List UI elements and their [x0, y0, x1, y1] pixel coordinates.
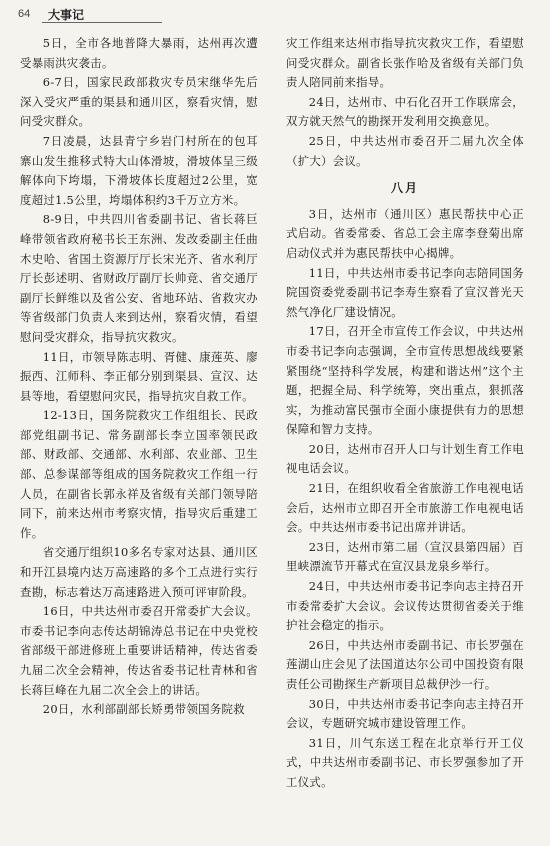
page-header — [18, 6, 530, 26]
entry-paragraph: 20日，达州市召开人口与计划生育工作电视电话会议。 — [286, 441, 524, 476]
entry-paragraph: 25日，中共达州市委召开二届九次全体（扩大）会议。 — [286, 133, 524, 168]
entry-paragraph: 5日，全市各地普降大暴雨，达州再次遭受暴雨洪灾袭击。 — [20, 36, 258, 70]
entry-paragraph: 3日，达州市（通川区）惠民帮扶中心正式启动。省委常委、省总工会主席李登菊出席启动仪式并为惠民帮扶中心揭牌。 — [286, 206, 524, 260]
entry-paragraph: 17日，召开全市宣传工作会议，中共达州市委书记李向志强调，全市宣传思想战线要紧紧围绕“坚持科学发展，构建和谐达州”这个主题，把握全局、科学统筹，突出重点，狠抓落实，为推动富民强市全面小康提供有力的思想保障和智力支持。 — [286, 324, 524, 437]
entry-paragraph: 23日，达州市第二届（宣汉县第四届）百里峡漂流节开幕式在宣汉县龙泉乡举行。 — [286, 539, 524, 574]
left-column — [20, 34, 258, 720]
section-title: 大事记 — [48, 8, 85, 22]
month-heading: 八月 — [390, 181, 419, 196]
entry-paragraph: 20日，水利部副部长矫勇带领国务院救 — [42, 702, 245, 717]
page-number: 64 — [18, 8, 31, 20]
entry-paragraph: 16日，中共达州市委召开常委扩大会议。市委书记李向志传达胡锦涛总书记在中央党校省部级干部进修班上重要讲话精神，传达省委九届二次全会精神，传达省委书记杜青林和省长蒋巨峰在九届二次全会上的讲话。 — [20, 604, 258, 697]
entry-paragraph: 7日凌晨，达县青宁乡岩门村所在的包耳寨山发生推移式特大山体滑坡，滑坡体呈三级解体向下垮塌，下滑坡体长度超过2公里，宽度超过1.5公里，垮塌体积约3千万立方米。 — [20, 133, 258, 207]
continued-paragraph: 灾工作组来达州市指导抗灾救灾工作，看望慰问受灾群众。副省长张作哈及省级有关部门负责人陪同前来指导。 — [286, 36, 524, 90]
entry-paragraph: 31日，川气东送工程在北京举行开工仪式，中共达州市委副书记、市长罗强参加了开工仪式。 — [286, 735, 524, 789]
entry-paragraph: 6-7日，国家民政部救灾专员宋继华先后深入受灾严重的渠县和通川区，察看灾情，慰问受灾群众。 — [20, 75, 258, 129]
entry-paragraph: 21日，在组织收看全省旅游工作电视电话会后，达州市立即召开全市旅游工作电视电话会。中共达州市委书记出席并讲话。 — [286, 481, 524, 535]
entry-paragraph: 30日，中共达州市委书记李向志主持召开会议，专题研究城市建设管理工作。 — [286, 696, 524, 731]
entry-paragraph: 26日，中共达州市委副书记、市长罗强在莲湖山庄会见了法国道达尔公司中国投资有限责任公司勘探生产新项目总裁伊沙一行。 — [286, 637, 524, 691]
entry-paragraph: 8-9日，中共四川省委副书记、省长蒋巨峰带领省政府秘书长王东洲、发改委副主任曲木史哈、省国土资源厅厅长宋光齐、省水利厅厅长彭述明、省财政厅副厅长帅竞、省交通厅副厅长鲜维以及省公安、省地环站、省救灾办等省级部门负责人来到达州，察看灾情，看望慰问受灾群众，指导抗灾救灾。 — [20, 212, 258, 344]
entry-paragraph: 12-13日，国务院救灾工作组组长、民政部党组副书记、常务副部长李立国率领民政部、财政部、交通部、水利部、农业部、卫生部、总参谋部等组成的国务院救灾工作组一行人员，在副省长郭永祥及省级有关部门领导陪同下，前来达州市考察灾情，指导灾后重建工作。 — [20, 408, 258, 540]
header-rule — [42, 22, 162, 23]
entry-paragraph: 24日，达州市、中石化召开工作联席会，双方就天然气的勘探开发利用交换意见。 — [286, 94, 524, 129]
entry-paragraph: 11日，市领导陈志明、胥健、康莲英、廖振西、江师科、李正郁分别到渠县、宣汉、达县等地，看望慰问灾民，指导抗灾自救工作。 — [20, 349, 258, 403]
entry-paragraph: 24日，中共达州市委书记李向志主持召开市委常委扩大会议。会议传达贯彻省委关于维护社会稳定的指示。 — [286, 579, 524, 633]
entry-paragraph: 11日，中共达州市委书记李向志陪同国务院国资委党委副书记李寿生察看了宣汉普光天然气净化厂建设情况。 — [286, 265, 524, 319]
entry-paragraph: 省交通厅组织10多名专家对达县、通川区和开江县境内达万高速路的多个工点进行实行查勘，标志着达万高速路进入预可评审阶段。 — [20, 545, 258, 599]
right-column — [286, 34, 524, 793]
